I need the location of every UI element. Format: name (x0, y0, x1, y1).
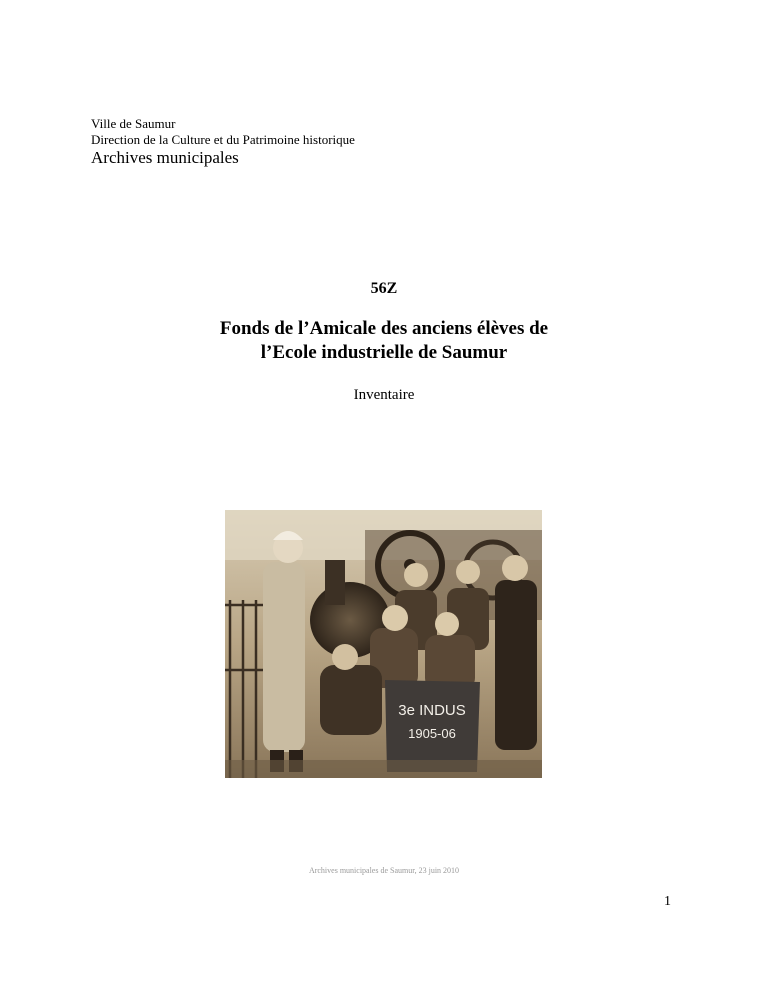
page-number: 1 (664, 894, 671, 909)
direction-name: Direction de la Culture et du Patrimoine historique (91, 132, 355, 147)
document-subtitle: Inventaire (353, 387, 415, 403)
service-name: Archives municipales (91, 148, 239, 167)
title-line-1: Fonds de l’Amicale des anciens élèves de (219, 318, 549, 339)
sign-line-1: 3e INDUS (398, 702, 466, 719)
city-name: Ville de Saumur (91, 116, 176, 131)
footer-text: Archives municipales de Saumur, 23 juin 2010 (308, 866, 460, 875)
title-line-2: l’Ecole industrielle de Saumur (260, 342, 508, 363)
sign-line-2: 1905-06 (408, 726, 456, 741)
fonds-cote: 56Z (370, 280, 398, 297)
document-title (0, 317, 768, 365)
header-block (91, 116, 355, 168)
historic-class-photo (225, 510, 542, 778)
